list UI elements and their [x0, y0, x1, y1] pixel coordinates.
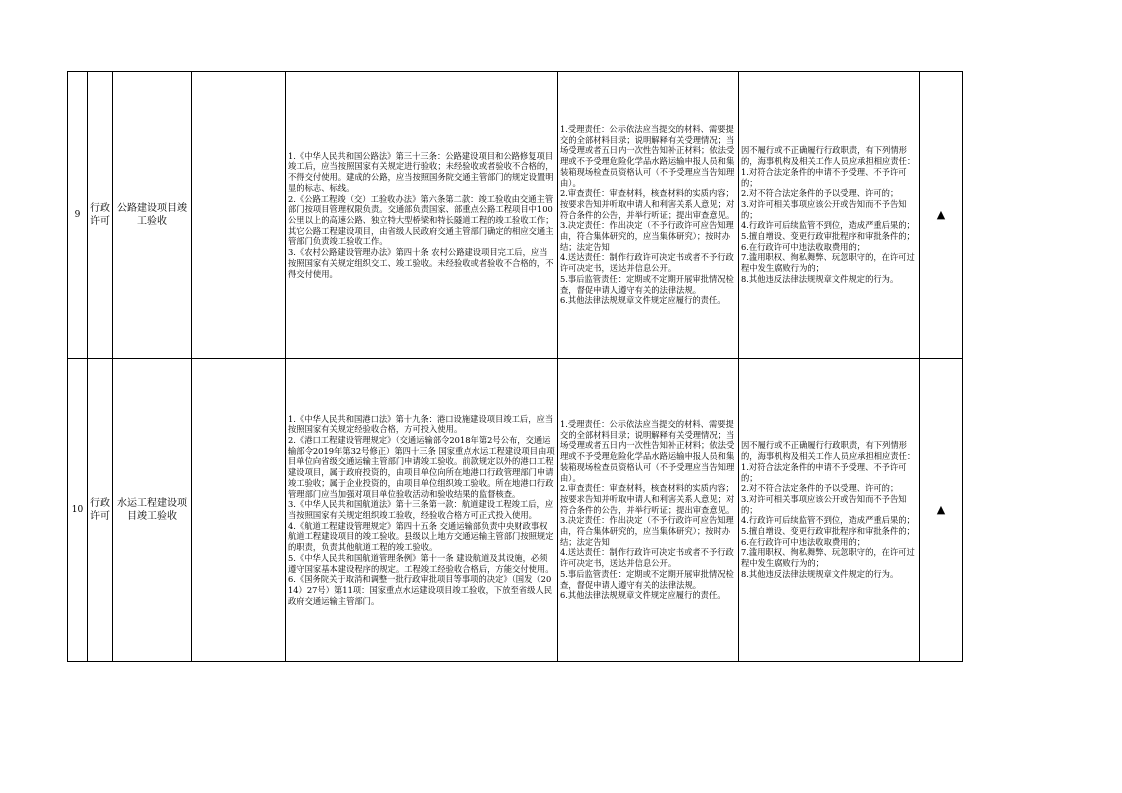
accountability-line: 5.擅自增设、变更行政审批程序和审批条件的；	[741, 231, 915, 242]
duty-line: 3.决定责任：作出决定（不予行政许可应告知理由，符合集体研究的，应当集体研究）；按时办结；法定告知	[560, 515, 734, 547]
accountability-line: 4.行政许可后续监管不到位，造成严重后果的；	[741, 220, 915, 231]
duty-line: 5.事后监管责任：定期或不定期开展审批情况检查，督促申请人遵守有关的法律法规。	[560, 568, 734, 590]
legal-basis-line: 1.《中华人民共和国公路法》第三十三条：公路建设项目和公路修复项目竣工后，应当按照国家有关规定进行验收；未经验收或者验收不合格的，不得交付使用。建成的公路，应当按照国务院交通主管部门的规定设置明显的标志、标线。	[288, 150, 554, 193]
item-name: 公路建设项目竣工验收	[113, 72, 192, 359]
accountability-line: 因不履行或不正确履行行政职责，有下列情形的，海事机构及相关工作人员应承担相应责任：	[741, 145, 916, 167]
legal-basis-line: 3.《中华人民共和国航道法》第十三条第一款：航道建设工程竣工后，应当按照国家有关规定组织竣工验收，经验收合格方可正式投入使用。	[288, 499, 554, 520]
table-row	[68, 359, 963, 662]
legal-basis-line: 4.《航道工程建设管理规定》第四十五条 交通运输部负责中央财政事权航道工程建设项目的竣工验收。县级以上地方交通运输主管部门按照规定的职责，负责其他航道工程的竣工验收。	[288, 520, 554, 553]
accountability-line: 2.对不符合法定条件的予以受理、许可的；	[741, 483, 899, 494]
legal-basis-line: 5.《中华人民共和国航道管理条例》第十一条 建设航道及其设施，必须遵守国家基本建设程序的规定。工程竣工经验收合格后，方能交付使用。	[288, 552, 554, 574]
duty-line: 4.送达责任：制作行政许可决定书或者不予行政许可决定书，送达并信息公开。	[560, 252, 734, 274]
accountability-line: 因不履行或不正确履行行政职责，有下列情形的，海事机构及相关工作人员应承担相应责任：	[741, 440, 916, 462]
duty-line: 1.受理责任：公示依法应当提交的材料、需要提交的全部材料目录；说明解释有关受理情况；当场受理或者五日内一次性告知补正材料；依法受理或不予受理危险化学品水路运输申报人员和集装箱现场检查员资格认可（不予受理应当告知理由）。	[560, 419, 735, 483]
duty-line: 1.受理责任：公示依法应当提交的材料、需要提交的全部材料目录；说明解释有关受理情况；当场受理或者五日内一次性告知补正材料；依法受理或不予受理危险化学品水路运输申报人员和集装箱现场检查员资格认可（不予受理应当告知理由）。	[560, 124, 735, 188]
legal-basis-cell	[286, 359, 558, 662]
accountability-line: 4.行政许可后续监管不到位，造成严重后果的；	[741, 515, 915, 526]
triangle-mark-icon: ▲	[920, 359, 963, 662]
accountability-line: 8.其他违反法律法规规章文件规定的行为。	[741, 568, 899, 579]
accountability-line: 8.其他违反法律法规规章文件规定的行为。	[741, 273, 899, 284]
duty-line: 4.送达责任：制作行政许可决定书或者不予行政许可决定书，送达并信息公开。	[560, 547, 734, 569]
legal-basis-line: 2.《公路工程竣（交）工验收办法》第六条第二款：竣工验收由交通主管部门按项目管理权限负责。交通部负责国家、部重点公路工程项目中100公里以上的高速公路、独立特大型桥梁和特长隧道工程的竣工验收工作；其它公路工程建设项目，由省级人民政府交通主管部门确定的相应交通主管部门负责竣工验收工作。	[288, 193, 554, 247]
legal-basis-cell	[286, 72, 558, 359]
accountability-line: 1.对符合法定条件的申请不予受理、不予许可的；	[741, 166, 907, 188]
accountability-cell	[739, 359, 920, 662]
duty-cell	[558, 72, 739, 359]
item-number: 9	[68, 72, 88, 359]
accountability-line: 6.在行政许可中违法收取费用的；	[741, 536, 866, 547]
power-type: 行政许可	[88, 359, 113, 662]
item-number: 10	[68, 359, 88, 662]
duty-line: 5.事后监管责任：定期或不定期开展审批情况检查，督促申请人遵守有关的法律法规。	[560, 273, 734, 295]
accountability-line: 7.滥用职权、徇私舞弊、玩忽职守的，在许可过程中发生腐败行为的；	[741, 547, 915, 569]
duty-line: 2.审查责任：审查材料，核查材料的实质内容；按要求告知并听取申请人和利害关系人意见；对符合条件的公告，并举行听证；提出审查意见。	[560, 188, 735, 220]
power-type: 行政许可	[88, 72, 113, 359]
accountability-cell	[739, 72, 920, 359]
duty-cell	[558, 359, 739, 662]
accountability-line: 2.对不符合法定条件的予以受理、许可的；	[741, 188, 899, 199]
accountability-line: 7.滥用职权、徇私舞弊、玩忽职守的，在许可过程中发生腐败行为的；	[741, 252, 915, 274]
legal-basis-line: 2.《港口工程建设管理规定》（交通运输部令2018年第2号公布，交通运输部令2019年第32号修正）第四十三条 国家重点水运工程建设项目由项目单位向省级交通运输主管部门申请竣工验收。前款规定以外的港口工程建设项目，属于政府投资的，由项目单位向所在地港口行政管理部门申请竣工验收；属于企业投资的，由项目单位组织竣工验收。所在地港口行政管理部门应当加强对项目单位验收活动和验收结果的监督核查。	[288, 435, 555, 499]
accountability-line: 3.对许可相关事项应该公开或告知而不予告知的；	[741, 493, 907, 515]
accountability-line: 5.擅自增设、变更行政审批程序和审批条件的；	[741, 526, 915, 537]
duty-line: 3.决定责任：作出决定（不予行政许可应告知理由，符合集体研究的，应当集体研究）；按时办结；法定告知	[560, 220, 734, 252]
legal-basis-line: 1.《中华人民共和国港口法》第十九条：港口设施建设项目竣工后，应当按照国家有关规定经验收合格，方可投入使用。	[288, 413, 554, 435]
accountability-line: 6.在行政许可中违法收取费用的；	[741, 241, 866, 252]
legal-basis-line: 3.《农村公路建设管理办法》第四十条 农村公路建设项目完工后，应当按照国家有关规定组织交工、竣工验收。未经验收或者验收不合格的，不得交付使用。	[288, 247, 554, 279]
duty-line: 6.其他法律法规规章文件规定应履行的责任。	[560, 590, 726, 601]
legal-basis-line: 6.《国务院关于取消和调整一批行政审批项目等事项的决定》（国发（2014）27号）第11项：国家重点水运建设项目竣工验收，下放至省级人民政府交通运输主管部门。	[288, 574, 552, 606]
accountability-line: 1.对符合法定条件的申请不予受理、不予许可的；	[741, 461, 907, 483]
triangle-mark-icon: ▲	[920, 72, 963, 359]
accountability-line: 3.对许可相关事项应该公开或告知而不予告知的；	[741, 198, 907, 220]
power-list-table	[67, 71, 963, 662]
table-row	[68, 72, 963, 359]
empty-cell	[192, 359, 286, 662]
item-name: 水运工程建设项目竣工验收	[113, 359, 192, 662]
duty-line: 6.其他法律法规规章文件规定应履行的责任。	[560, 295, 726, 306]
duty-line: 2.审查责任：审查材料，核查材料的实质内容；按要求告知并听取申请人和利害关系人意见；对符合条件的公告，并举行听证；提出审查意见。	[560, 483, 735, 515]
empty-cell	[192, 72, 286, 359]
